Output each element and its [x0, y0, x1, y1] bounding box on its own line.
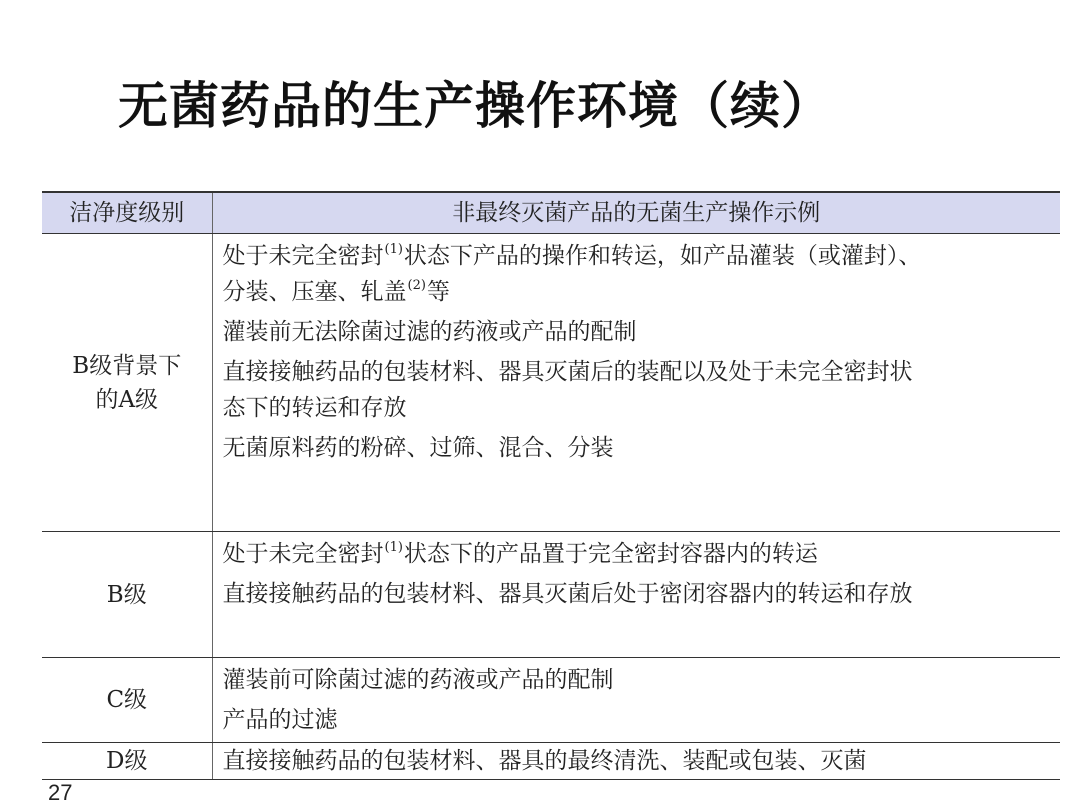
page-title: 无菌药品的生产操作环境（续）	[118, 77, 832, 135]
example-item: 灌装前可除菌过滤的药液或产品的配制	[222, 667, 614, 693]
examples-cell	[212, 532, 1060, 658]
footnote-ref: (1)	[384, 242, 403, 257]
table-row	[42, 743, 1060, 780]
example-item: 直接接触药品的包装材料、器具灭菌后处于密闭容器内的转运和存放	[222, 581, 913, 607]
example-text: 等	[426, 279, 450, 305]
footnote-ref: (2)	[407, 278, 426, 293]
example-text: 状态下的产品置于完全密封容器内的转运	[403, 541, 818, 567]
grade-cell: D级	[42, 743, 212, 780]
column-header-examples: 非最终灭菌产品的无菌生产操作示例	[212, 192, 1060, 234]
column-header-grade: 洁净度级别	[42, 192, 212, 234]
example-item	[223, 536, 1061, 572]
footnote-ref: (1)	[384, 540, 403, 555]
example-item: 产品的过滤	[222, 707, 338, 733]
example-text: 状态下产品的操作和转运，如产品灌装（或灌封）、	[403, 243, 922, 269]
table-header-row	[42, 192, 1060, 234]
page-number: 27	[48, 780, 73, 805]
example-item	[223, 238, 1061, 310]
example-text: 分装、压塞、轧盖	[222, 279, 407, 305]
example-item: 直接接触药品的包装材料、器具的最终清洗、装配或包装、灭菌	[222, 748, 867, 774]
example-text: 处于未完全密封	[222, 541, 384, 567]
example-text: 态下的转运和存放	[222, 395, 407, 421]
grade-cell: C级	[42, 658, 212, 743]
grade-cell	[42, 234, 212, 532]
examples-cell	[212, 234, 1060, 532]
examples-cell	[212, 658, 1060, 743]
grade-label: B级背景下	[72, 352, 182, 379]
examples-cell	[212, 743, 1060, 780]
example-text: 处于未完全密封	[222, 243, 384, 269]
grade-cell: B级	[42, 532, 212, 658]
example-item: 灌装前无法除菌过滤的药液或产品的配制	[222, 319, 637, 345]
table-row	[42, 234, 1060, 532]
example-text: 直接接触药品的包装材料、器具灭菌后的装配以及处于未完全密封状	[222, 359, 913, 385]
grade-label: 的A级	[95, 386, 159, 413]
table-row	[42, 658, 1060, 743]
example-item	[223, 354, 1061, 426]
cleanliness-table	[42, 191, 1060, 780]
example-item: 无菌原料药的粉碎、过筛、混合、分装	[222, 435, 614, 461]
table-row	[42, 532, 1060, 658]
